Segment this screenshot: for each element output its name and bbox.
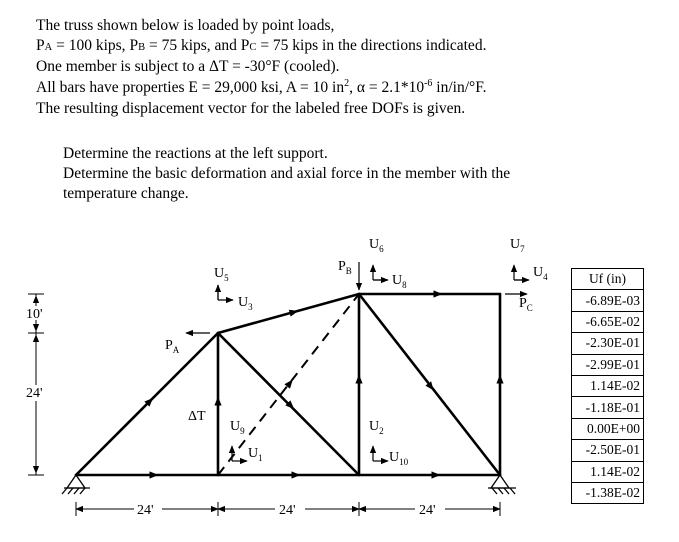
- table-cell: -1.18E-01: [572, 397, 644, 418]
- right-pin-support: [488, 475, 516, 494]
- table-cell: -2.99E-01: [572, 354, 644, 375]
- table-cell: -1.38E-02: [572, 482, 644, 503]
- table-cell: 1.14E-02: [572, 375, 644, 396]
- temperature-line: One member is subject to a ΔT = -30°F (cooled).: [36, 58, 340, 75]
- label-u5: $U_5$: [214, 266, 229, 283]
- table-header: Uf (in): [572, 269, 644, 290]
- label-u10: $U_{10}$: [389, 450, 409, 467]
- pa-value: = 100 kips,: [52, 37, 130, 54]
- label-pb: $P_B$: [338, 259, 352, 276]
- pc-symbol: P: [240, 37, 250, 54]
- pb-symbol: P: [129, 37, 139, 54]
- dim-width-1: 24': [137, 503, 154, 518]
- task-reactions: Determine the reactions at the left support.: [63, 145, 328, 162]
- intro-line: The truss shown below is loaded by point loads,: [36, 17, 335, 34]
- pa-symbol: P: [36, 37, 45, 54]
- displacement-line: The resulting displacement vector for the labeled free DOFs is given.: [36, 100, 466, 117]
- table-cell: -6.65E-02: [572, 311, 644, 332]
- member-right-diagonal: [359, 294, 500, 475]
- label-u8: $U_8$: [392, 273, 407, 290]
- table-cell: 1.14E-02: [572, 461, 644, 482]
- task-deformation: Determine the basic deformation and axial force in the member with the: [63, 165, 511, 182]
- pb-subscript: B: [138, 42, 146, 53]
- member-center-diagonal: [218, 333, 359, 475]
- pa-subscript: A: [44, 42, 53, 53]
- label-u9: $U_9$: [230, 419, 245, 436]
- table-cell: -2.30E-01: [572, 333, 644, 354]
- label-delta-t: ΔT: [188, 409, 206, 424]
- properties-text-c: in/in/°F.: [432, 79, 487, 96]
- task-deformation-cont: temperature change.: [63, 185, 189, 202]
- pb-value: = 75 kips, and: [145, 37, 241, 54]
- member-left-diagonal: [76, 333, 218, 475]
- dim-height-10: 10': [26, 307, 43, 322]
- pc-subscript: C: [249, 42, 257, 53]
- dim-height-24: 24': [26, 386, 43, 401]
- displacement-table: [571, 268, 644, 504]
- label-u7: $U_7$: [510, 237, 525, 254]
- area-exponent: 2: [344, 77, 350, 89]
- table-cell: -2.50E-01: [572, 440, 644, 461]
- label-u1: $U_1$: [248, 446, 263, 463]
- table-cell: -6.89E-03: [572, 290, 644, 311]
- properties-text-a: All bars have properties E = 29,000 ksi, A = 10 in: [36, 79, 345, 96]
- label-u2: $U_2$: [369, 419, 384, 436]
- table-cell: 0.00E+00: [572, 418, 644, 439]
- pc-value: = 75 kips in the directions indicated.: [256, 37, 487, 54]
- dim-width-3: 24': [419, 503, 436, 518]
- label-u6: $U_6$: [369, 237, 384, 254]
- label-u3: $U_3$: [238, 295, 253, 312]
- label-u4: $U_4$: [533, 265, 548, 282]
- alpha-exponent: -6: [424, 77, 433, 89]
- dim-width-2: 24': [279, 503, 296, 518]
- label-pc: $P_C$: [519, 296, 533, 313]
- label-pa: $P_A$: [165, 338, 180, 355]
- member-dashed-diagonal: [218, 294, 359, 475]
- dof-arrow-node-a: [218, 285, 233, 300]
- left-pin-support: [62, 475, 90, 494]
- properties-text-b: , α = 2.1*10: [349, 79, 425, 96]
